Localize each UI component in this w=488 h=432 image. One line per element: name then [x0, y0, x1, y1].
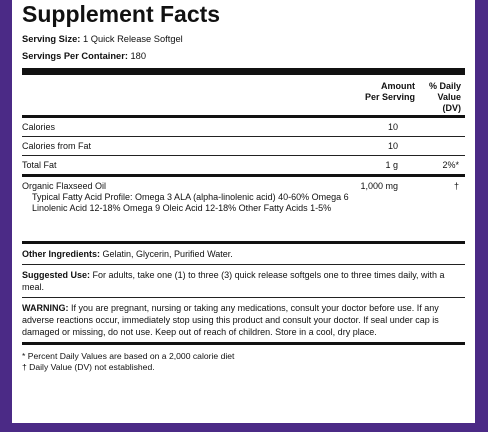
- servings-per-container: [22, 50, 465, 62]
- other-ingredients-text: Gelatin, Glycerin, Purified Water.: [102, 249, 233, 259]
- dv-header-line1: % Daily: [428, 81, 461, 91]
- nutrient-amount: 1 g: [385, 160, 398, 170]
- serving-size-label: Serving Size:: [22, 34, 81, 44]
- nutrient-dv: 2%*: [442, 160, 459, 170]
- nutrient-row-calories-from-fat: [22, 137, 465, 155]
- flaxseed-dv: †: [453, 181, 459, 191]
- nutrient-name: Calories from Fat: [22, 141, 92, 151]
- panel-title: Supplement Facts: [22, 1, 221, 27]
- supplement-facts-panel: [12, 0, 475, 423]
- flaxseed-amount: 1,000 mg: [360, 181, 398, 191]
- nutrient-row-total-fat: [22, 156, 465, 174]
- warning: [22, 298, 465, 342]
- nutrient-name: Calories: [22, 122, 56, 132]
- other-ingredients-label: Other Ingredients:: [22, 249, 101, 259]
- servings-per-container-value: 180: [130, 51, 147, 61]
- amount-header-line2: Per Serving: [364, 92, 415, 102]
- nutrient-name: Total Fat: [22, 160, 57, 170]
- nutrient-amount: 10: [387, 141, 398, 151]
- servings-per-container-label: Servings Per Container:: [22, 51, 128, 61]
- dv-header: [429, 81, 461, 114]
- suggested-use-text: For adults, take one (1) to three (3) quick release softgels one to three times daily, with a meal.: [22, 270, 445, 292]
- footnotes: [22, 345, 465, 373]
- divider-thick: [22, 68, 465, 75]
- footnote: * Percent Daily Values are based on a 2,000 calorie diet: [22, 351, 235, 361]
- warning-text: If you are pregnant, nursing or taking any medications, consult your doctor before use. If any adverse reactions occur, immediately stop using this product and consult your doctor. If seal under cap is damaged or missing, do not use. Keep out of reach of children. Store in a cool, dry place.: [22, 303, 439, 337]
- nutrient-row-calories: [22, 118, 465, 136]
- other-ingredients: [22, 244, 465, 264]
- dv-header-line3: (DV): [442, 103, 461, 113]
- fatty-acid-profile: Typical Fatty Acid Profile: Omega 3 ALA (alpha-linolenic acid) 40-60% Omega 6 Linolenic Acid 12-18% Omega 9 Oleic Acid 12-18% Other Fatty Acids 1-5%: [32, 192, 349, 213]
- table-header: [22, 75, 465, 115]
- serving-size-value: 1 Quick Release Softgel: [82, 34, 183, 44]
- suggested-use-label: Suggested Use:: [22, 270, 91, 280]
- dv-header-line2: Value: [437, 92, 461, 102]
- footnote: † Daily Value (DV) not established.: [22, 362, 155, 372]
- amount-header: [365, 81, 415, 103]
- warning-label: WARNING:: [22, 303, 69, 313]
- flaxseed-name: Organic Flaxseed Oil: [22, 181, 107, 191]
- serving-size: [22, 33, 465, 45]
- amount-header-line1: Amount: [381, 81, 415, 91]
- flaxseed-row: [22, 177, 465, 241]
- nutrient-amount: 10: [387, 122, 398, 132]
- suggested-use: [22, 265, 465, 297]
